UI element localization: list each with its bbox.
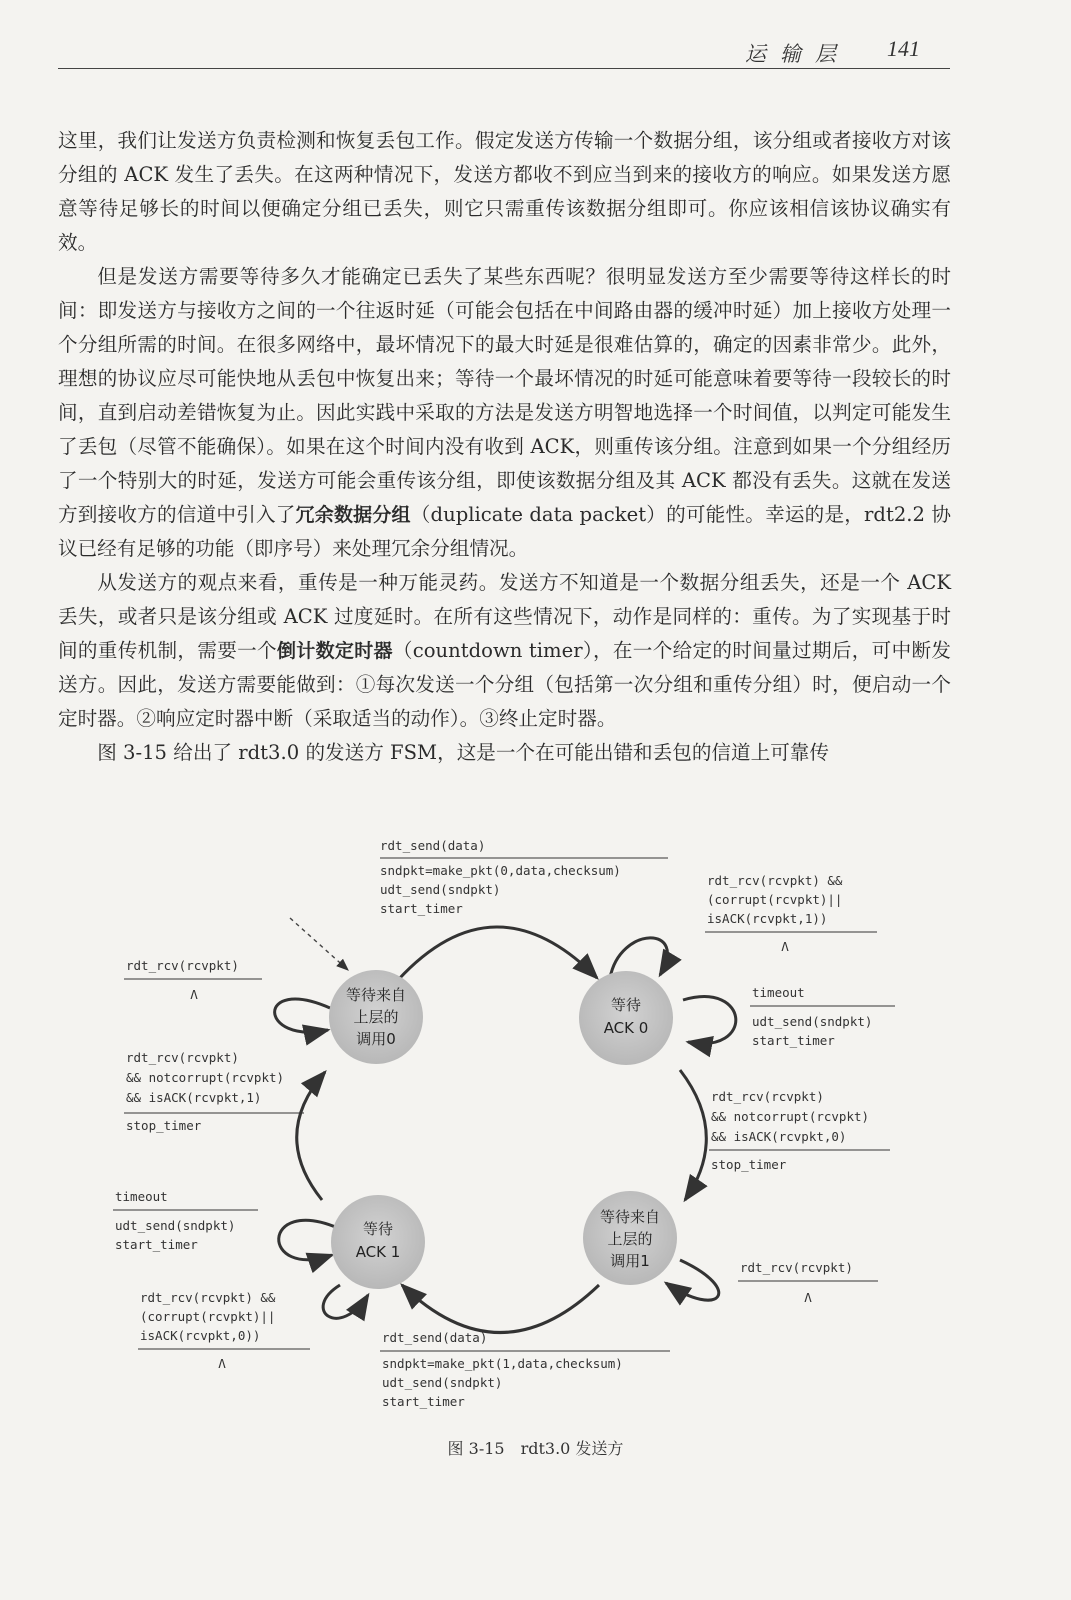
label-right <box>709 1089 890 1172</box>
label-ack1-corrupt <box>138 1290 310 1371</box>
svg-text:Λ: Λ <box>804 1290 812 1305</box>
svg-text:ACK 0: ACK 0 <box>603 1019 649 1037</box>
svg-text:rdt_rcv(rcvpkt): rdt_rcv(rcvpkt) <box>126 958 239 973</box>
svg-text:sndpkt=make_pkt(0,data,checksu: sndpkt=make_pkt(0,data,checksum) <box>380 863 621 878</box>
term-duplicate-packet: 冗余数据分组 <box>295 504 411 526</box>
fsm-diagram <box>0 830 1071 1470</box>
label-ack0-corrupt <box>705 873 877 954</box>
svg-text:isACK(rcvpkt,0)): isACK(rcvpkt,0)) <box>140 1328 261 1343</box>
svg-text:&& isACK(rcvpkt,1): && isACK(rcvpkt,1) <box>126 1090 262 1105</box>
svg-text:(corrupt(rcvpkt)||: (corrupt(rcvpkt)|| <box>140 1309 276 1324</box>
svg-text:udt_send(sndpkt): udt_send(sndpkt) <box>380 882 501 897</box>
svg-text:udt_send(sndpkt): udt_send(sndpkt) <box>382 1375 503 1390</box>
svg-text:&& notcorrupt(rcvpkt): && notcorrupt(rcvpkt) <box>126 1070 285 1085</box>
label-ack1-timeout <box>113 1189 258 1252</box>
svg-text:ACK 1: ACK 1 <box>355 1243 401 1261</box>
svg-text:rdt_rcv(rcvpkt) &&: rdt_rcv(rcvpkt) && <box>140 1290 276 1305</box>
svg-text:Λ: Λ <box>781 939 789 954</box>
svg-text:Λ: Λ <box>218 1356 226 1371</box>
svg-text:rdt_send(data): rdt_send(data) <box>382 1330 488 1345</box>
label-wait0-self <box>124 958 262 1002</box>
body-text <box>58 124 951 770</box>
term-countdown-timer: 倒计数定时器 <box>276 640 393 662</box>
paragraph: 这里，我们让发送方负责检测和恢复丢包工作。假定发送方传输一个数据分组，该分组或者接收方对该分组的 ACK 发生了丢失。在这两种情况下，发送方都收不到应当到来的接收方的响应。如果发送方愿意等待足够长的时间以便确定分组已丢失，则它只需重传该数据分组即可。你应该相信该协议确实有效。 <box>58 129 951 254</box>
label-ack0-timeout <box>750 985 895 1048</box>
state-wait-ack-1 <box>331 1195 425 1289</box>
svg-text:调用1: 调用1 <box>610 1252 650 1270</box>
svg-text:start_timer: start_timer <box>380 901 463 916</box>
svg-text:rdt_rcv(rcvpkt): rdt_rcv(rcvpkt) <box>711 1089 824 1104</box>
running-header <box>58 38 950 69</box>
label-wait1-self <box>738 1260 878 1305</box>
svg-text:stop_timer: stop_timer <box>711 1157 787 1172</box>
loop-wait1 <box>666 1260 719 1300</box>
page-number: 141 <box>887 36 920 61</box>
svg-text:start_timer: start_timer <box>115 1237 198 1252</box>
label-left <box>124 1050 304 1133</box>
arc-left <box>297 1072 325 1200</box>
svg-text:&& notcorrupt(rcvpkt): && notcorrupt(rcvpkt) <box>711 1109 870 1124</box>
svg-text:rdt_send(data): rdt_send(data) <box>380 838 486 853</box>
paragraph: 图 3-15 给出了 rdt3.0 的发送方 FSM，这是一个在可能出错和丢包的信道上可靠传 <box>97 741 829 764</box>
svg-text:等待: 等待 <box>610 996 642 1014</box>
svg-text:Λ: Λ <box>190 987 198 1002</box>
svg-text:rdt_rcv(rcvpkt) &&: rdt_rcv(rcvpkt) && <box>707 873 843 888</box>
svg-text:start_timer: start_timer <box>752 1033 835 1048</box>
svg-text:上层的: 上层的 <box>607 1230 653 1248</box>
svg-text:rdt_rcv(rcvpkt): rdt_rcv(rcvpkt) <box>740 1260 853 1275</box>
loop-ack1-corrupt <box>323 1285 368 1318</box>
svg-text:上层的: 上层的 <box>353 1008 399 1026</box>
svg-text:(corrupt(rcvpkt)||: (corrupt(rcvpkt)|| <box>707 892 843 907</box>
state-wait-ack-0 <box>579 971 673 1065</box>
svg-text:start_timer: start_timer <box>382 1394 465 1409</box>
svg-text:等待来自: 等待来自 <box>345 986 407 1004</box>
arc-top <box>398 927 597 980</box>
svg-text:调用0: 调用0 <box>356 1030 396 1048</box>
section-title: 运输层 <box>745 42 850 66</box>
svg-text:timeout: timeout <box>752 985 805 1000</box>
paragraph: 从发送方的观点来看，重传是一种万能灵药。发送方不知道是一个数据分组丢失，还是一个 ACK 丢失，或者只是该分组或 ACK 过度延时。在所有这些情况下，动作是同样的：重传。为了实现基于时间的重传机制，需要一个倒计数定时器（countdown timer），在一个给定的时间量过期后，可中断发送方。因此，发送方需要能做到：①每次发送一个分组（包括第一次分组和重传分组）时，便启动一个定时器。②响应定时器中断（采取适当的动作）。③终止定时器。 <box>58 571 951 730</box>
state-wait-call-0 <box>329 970 423 1064</box>
svg-text:udt_send(sndpkt): udt_send(sndpkt) <box>115 1218 236 1233</box>
svg-text:sndpkt=make_pkt(1,data,checksu: sndpkt=make_pkt(1,data,checksum) <box>382 1356 623 1371</box>
loop-ack1-timeout <box>279 1220 338 1259</box>
paragraph: 但是发送方需要等待多久才能确定已丢失了某些东西呢？很明显发送方至少需要等待这样长的时间：即发送方与接收方之间的一个往返时延（可能会包括在中间路由器的缓冲时延）加上接收方处理一个分组所需的时间。在很多网络中，最坏情况下的最大时延是很难估算的，确定的因素非常少。此外，理想的协议应尽可能快地从丢包中恢复出来；等待一个最坏情况的时延可能意味着要等待一段较长的时间，直到启动差错恢复为止。因此实践中采取的方法是发送方明智地选择一个时间值，以判定可能发生了丢包（尽管不能确保）。如果在这个时间内没有收到 ACK，则重传该分组。注意到如果一个分组经历了一个特别大的时延，发送方可能会重传该分组，即使该数据分组及其 ACK 都没有丢失。这就在发送方到接收方的信道中引入了冗余数据分组（duplicate data packet）的可能性。幸运的是，rdt2.2 协议已经有足够的功能（即序号）来处理冗余分组情况。 <box>58 265 952 560</box>
figure-caption: 图 3-15 rdt3.0 发送方 <box>447 1439 624 1458</box>
arc-bottom <box>402 1285 599 1333</box>
svg-text:rdt_rcv(rcvpkt): rdt_rcv(rcvpkt) <box>126 1050 239 1065</box>
arc-right <box>680 1070 706 1200</box>
loop-ack0-timeout <box>683 997 736 1044</box>
svg-text:timeout: timeout <box>115 1189 168 1204</box>
svg-text:stop_timer: stop_timer <box>126 1118 202 1133</box>
fsm-figure <box>0 830 1071 1470</box>
state-wait-call-1 <box>583 1191 677 1285</box>
svg-text:等待: 等待 <box>362 1220 394 1238</box>
label-bottom <box>380 1330 670 1409</box>
svg-text:等待来自: 等待来自 <box>599 1208 661 1226</box>
svg-text:isACK(rcvpkt,1)): isACK(rcvpkt,1)) <box>707 911 828 926</box>
svg-text:&& isACK(rcvpkt,0): && isACK(rcvpkt,0) <box>711 1129 847 1144</box>
initial-arrow <box>290 918 348 970</box>
label-top <box>380 838 668 916</box>
svg-text:udt_send(sndpkt): udt_send(sndpkt) <box>752 1014 873 1029</box>
loop-wait0 <box>275 999 330 1032</box>
